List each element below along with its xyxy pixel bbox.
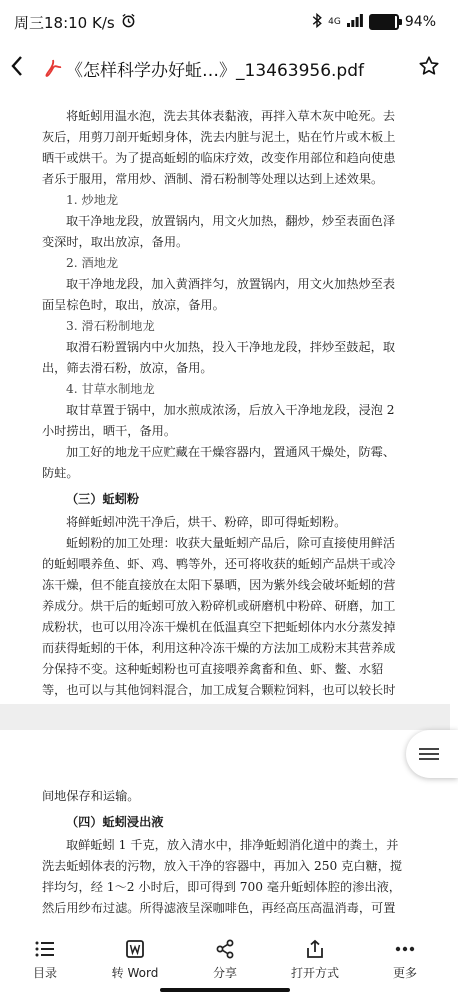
home-indicator[interactable] <box>160 988 290 992</box>
page-divider <box>0 704 450 730</box>
paragraph-line: 取甘草置于锅中，加水煎成浓汤，后放入干净地龙段，浸泡 2 <box>66 403 395 417</box>
paragraph-line: 面呈棕色时，取出，放凉，备用。 <box>42 298 225 312</box>
paragraph-line: 晒干或烘干。为了提高蚯蚓的临床疗效，改变作用部位和趋向使患 <box>42 151 396 165</box>
word-icon <box>125 936 145 962</box>
paragraph-line: 然后用纱布过滤。所得滤液呈深咖啡色，再经高压高温消毒，可置 <box>42 901 396 915</box>
subheading: 3. 滑石粉制地龙 <box>66 319 155 333</box>
paragraph-line: 冻干燥，但不能直接放在太阳下暴晒，因为紫外线会破坏蚯蚓的营 <box>42 578 396 592</box>
paragraph-line: 间地保存和运输。 <box>42 789 140 803</box>
paragraph-line: 的蚯蚓喂养鱼、虾、鸡、鸭等外，还可将收获的蚯蚓产品烘干或冷 <box>42 557 396 571</box>
section-heading-earthworm-powder: （三）蚯蚓粉 <box>66 492 140 506</box>
toc-icon <box>35 936 55 962</box>
paragraph-line: 者乐于服用，常用炒、酒制、滑石粉制等处理以达到上述效果。 <box>42 172 384 186</box>
subheading: 2. 酒地龙 <box>66 256 119 270</box>
paragraph-line: 取干净地龙段，放置锅内，用文火加热，翻炒，炒至表面色泽 <box>66 214 396 228</box>
paragraph-line: 灰后，用剪刀剖开蚯蚓身体，洗去内脏与泥土，贴在竹片或木板上 <box>42 130 396 144</box>
paragraph-line: 将鲜蚯蚓冲洗干净后，烘干、粉碎，即可得蚯蚓粉。 <box>66 515 347 529</box>
battery-fill <box>371 16 395 28</box>
more-icon <box>395 936 415 962</box>
paragraph-line: 而获得蚯蚓的干体，利用这种冷冻干燥的方法加工成粉末其营养成 <box>42 641 396 655</box>
page-143-content <box>0 730 450 919</box>
paragraph-line: 将蚯蚓用温水泡，洗去其体表黏液，再拌入草木灰中呛死。去 <box>66 109 396 123</box>
paragraph-line: 取鲜蚯蚓 1 千克，放入清水中，排净蚯蚓消化道中的粪土，并 <box>66 838 399 852</box>
back-button[interactable] <box>10 54 40 82</box>
share-icon <box>215 936 235 962</box>
more-button[interactable] <box>365 936 445 981</box>
pdf-page-143 <box>0 730 450 930</box>
toc-button[interactable] <box>5 936 85 981</box>
section-heading-earthworm-extract: （四）蚯蚓浸出液 <box>66 815 164 829</box>
paragraph-line: 洗去蚯蚓体表的污物，放入干净的容器中，再加入 250 克白糖，搅 <box>42 859 403 873</box>
network-label: 4G <box>328 17 341 27</box>
battery-percent: 94% <box>404 14 436 30</box>
toc-label: 目录 <box>32 966 57 980</box>
more-label: 更多 <box>392 966 417 980</box>
status-right <box>312 13 436 32</box>
open-with-label: 打开方式 <box>290 966 339 980</box>
paragraph-line: 小时捞出，晒干，备用。 <box>42 424 177 438</box>
paragraph-line: 取滑石粉置锅内中火加热，投入干净地龙段，拌炒至鼓起，取 <box>66 340 396 354</box>
battery-icon <box>369 14 399 30</box>
paragraph-line: 蚯蚓粉的加工处理：收获大量蚯蚓产品后，除可直接使用鲜活 <box>66 536 396 550</box>
status-bar <box>0 0 450 44</box>
subheading: 4. 甘草水制地龙 <box>66 382 155 396</box>
page-142-content <box>0 92 450 722</box>
outline-menu-button[interactable] <box>406 730 458 778</box>
title-bar <box>0 44 450 92</box>
paragraph-line: 防蛀。 <box>42 466 79 480</box>
menu-icon <box>419 745 439 763</box>
status-left <box>14 12 136 33</box>
pdf-icon <box>40 59 66 77</box>
chevron-left-icon <box>10 55 24 77</box>
favorite-button[interactable] <box>410 55 440 81</box>
document-title: 《怎样科学办好蚯…》_13463956.pdf <box>66 60 364 81</box>
paragraph-line: 等，也可以与其他饲料混合，加工成复合颗粒饲料，也可以较长时 <box>42 683 396 697</box>
star-icon <box>418 55 440 77</box>
status-time: 周三18:10 K/s <box>14 13 115 32</box>
paragraph-line: 养成分。烘干后的蚯蚓可放入粉碎机或研磨机中粉碎、研磨，加工 <box>42 599 396 613</box>
bluetooth-icon <box>312 13 322 32</box>
share-label: 分享 <box>212 966 237 980</box>
pdf-page-142 <box>0 92 450 704</box>
to-word-button[interactable] <box>95 936 175 981</box>
open-with-button[interactable] <box>275 936 355 981</box>
open-with-icon <box>305 936 325 962</box>
paragraph-line: 分保持不变。这种蚯蚓粉也可直接喂养禽畜和鱼、虾、鳖、水貂 <box>42 662 384 676</box>
alarm-icon <box>121 13 136 32</box>
subheading: 1. 炒地龙 <box>66 193 119 207</box>
paragraph-line: 加工好的地龙干应贮藏在干燥容器内，置通风干燥处，防霉、 <box>66 445 396 459</box>
signal-icon <box>347 14 363 31</box>
paragraph-line: 拌均匀，经 1～2 小时后，即可得到 700 毫升蚯蚓体腔的渗出液， <box>42 880 401 894</box>
to-word-label: 转 Word <box>111 966 159 980</box>
paragraph-line: 成粉状，也可以用冷冻干燥机在低温真空下把蚯蚓体内水分蒸发掉 <box>42 620 396 634</box>
paragraph-line: 出，筛去滑石粉，放凉，备用。 <box>42 361 213 375</box>
paragraph-line: 取干净地龙段，加入黄酒拌匀，放置锅内，用文火加热炒至表 <box>66 277 396 291</box>
paragraph-line: 变深时，取出放凉，备用。 <box>42 235 189 249</box>
share-button[interactable] <box>185 936 265 981</box>
